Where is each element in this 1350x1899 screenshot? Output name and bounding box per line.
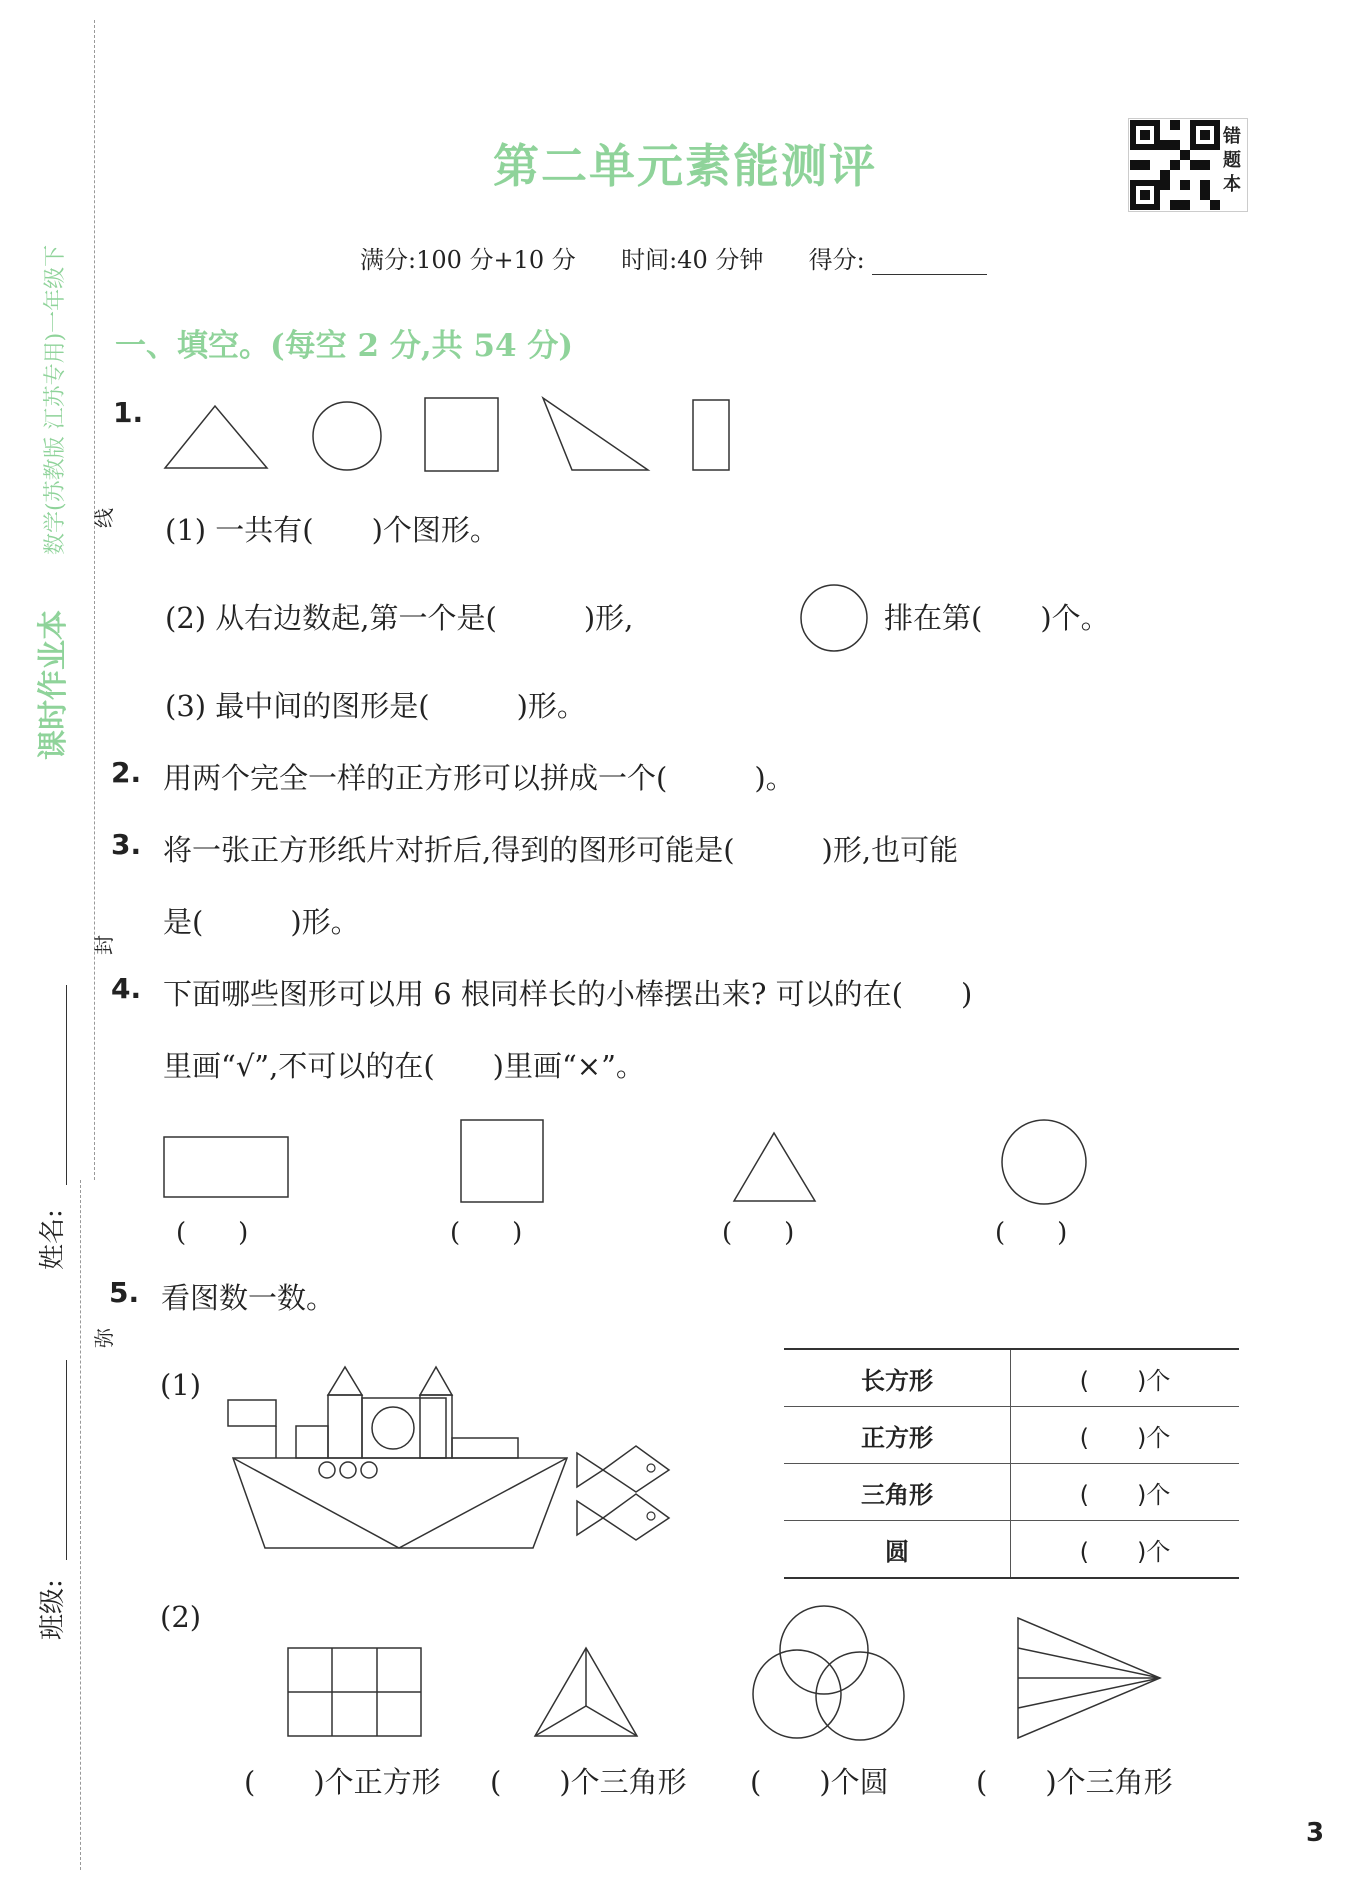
sidebar-subject: 数学(苏教版 江苏专用)一年级下: [43, 244, 68, 555]
cut-mark-line: 线: [92, 508, 116, 528]
table-shape: 长方形: [784, 1350, 1011, 1407]
q4-answer-4[interactable]: ( ): [995, 1218, 1068, 1248]
triangle-figure: [535, 1648, 637, 1736]
q5-sub1-label: (1): [160, 1368, 202, 1402]
q4-rectangle: [164, 1137, 288, 1197]
full-score: 满分:100 分+10 分: [360, 246, 576, 274]
exam-info: [360, 240, 987, 275]
ship-tower-left: [328, 1395, 362, 1458]
q5-text: 看图数一数。: [161, 1281, 336, 1315]
q4-square: [461, 1120, 543, 1202]
q1-rectangle: [693, 400, 729, 470]
q3-line1: 将一张正方形纸片对折后,得到的图形可能是( )形,也可能: [163, 833, 959, 867]
q1-sub2a: (2) 从右边数起,第一个是( )形,: [165, 601, 634, 635]
table-row: [784, 1350, 1239, 1407]
q1-square: [425, 398, 498, 471]
qr-label: 错题本: [1223, 126, 1241, 195]
qr-code: [1128, 118, 1248, 212]
q1-triangle: [165, 406, 267, 468]
q2-number: 2.: [111, 756, 142, 789]
ship-tower-right: [420, 1395, 452, 1458]
page-title: 第二单元素能测评: [493, 139, 877, 193]
q3-number: 3.: [111, 828, 142, 861]
ship-flag: [228, 1400, 276, 1426]
sidebar-series: 课时作业本: [36, 610, 71, 760]
q4-answer-3[interactable]: ( ): [722, 1218, 795, 1248]
q4-circle: [1002, 1120, 1086, 1204]
fan-triangles-figure: [1018, 1618, 1160, 1738]
q4-triangle: [734, 1133, 815, 1201]
q1-sub1: (1) 一共有( )个图形。: [165, 513, 499, 547]
q4-line2: 里画“√”,不可以的在( )里画“×”。: [163, 1049, 645, 1083]
name-label: 姓名:: [38, 1209, 68, 1270]
q1-circle: [313, 402, 381, 470]
ship-window-big: [372, 1407, 414, 1449]
fish-2: [577, 1494, 669, 1540]
ship-body-middle: [362, 1398, 446, 1458]
q4-line1: 下面哪些图形可以用 6 根同样长的小棒摆出来? 可以的在( ): [163, 977, 973, 1011]
table-answer[interactable]: ( )个: [1011, 1521, 1240, 1579]
cut-mark-seal: 封: [92, 935, 116, 955]
q1-sub3: (3) 最中间的图形是( )形。: [165, 689, 586, 723]
q1-shapes: [160, 390, 740, 480]
table-answer[interactable]: ( )个: [1011, 1464, 1240, 1521]
q2-text: 用两个完全一样的正方形可以拼成一个( )。: [163, 761, 795, 795]
table-row: [784, 1521, 1239, 1579]
table-answer[interactable]: ( )个: [1011, 1350, 1240, 1407]
q4-answer-1[interactable]: ( ): [176, 1218, 249, 1248]
q5-sub2-label: (2): [160, 1600, 202, 1634]
section-heading: 一、填空。(每空 2 分,共 54 分): [115, 328, 574, 364]
q5-ship-picture: [225, 1360, 685, 1560]
table-row: [784, 1407, 1239, 1464]
q5-caption-1: ( )个正方形: [244, 1765, 441, 1799]
table-shape: 正方形: [784, 1407, 1011, 1464]
q5-figures: [280, 1598, 1180, 1748]
table-answer[interactable]: ( )个: [1011, 1407, 1240, 1464]
q1-sub2b: 排在第( )个。: [884, 601, 1110, 635]
ship-deck-right: [452, 1438, 518, 1458]
circles-figure: [753, 1606, 904, 1740]
cut-mark-close: 弥: [92, 1328, 116, 1348]
grid-figure: [288, 1648, 421, 1736]
class-label: 班级:: [38, 1579, 68, 1640]
name-blank[interactable]: [66, 985, 67, 1185]
table-shape: 圆: [784, 1521, 1011, 1579]
table-shape: 三角形: [784, 1464, 1011, 1521]
q3-line2: 是( )形。: [163, 905, 360, 939]
q5-caption-2: ( )个三角形: [490, 1765, 687, 1799]
q5-count-table: [784, 1348, 1239, 1579]
q4-answer-2[interactable]: ( ): [450, 1218, 523, 1248]
ship-roof-left: [328, 1367, 362, 1395]
q5-caption-3: ( )个圆: [750, 1765, 889, 1799]
ship-cabin-left: [296, 1426, 328, 1458]
ship-roof-right: [420, 1367, 452, 1395]
q4-shapes: [160, 1115, 1100, 1215]
fish-1: [577, 1446, 669, 1492]
q1-sub2-circle-icon: [798, 582, 870, 654]
class-blank[interactable]: [66, 1360, 67, 1560]
time-limit: 时间:40 分钟: [621, 246, 764, 274]
table-row: [784, 1464, 1239, 1521]
q4-number: 4.: [111, 972, 142, 1005]
qr-code-icon: [1130, 120, 1220, 210]
score-blank[interactable]: [872, 252, 987, 275]
q1-number: 1.: [113, 396, 144, 429]
score-label: 得分:: [808, 246, 865, 274]
q5-number: 5.: [109, 1276, 140, 1309]
page-number: 3: [1306, 1818, 1325, 1848]
ship-hull: [233, 1458, 567, 1548]
q1-right-triangle: [543, 398, 648, 470]
q5-caption-4: ( )个三角形: [976, 1765, 1173, 1799]
binding-line-lower: [80, 1180, 81, 1870]
